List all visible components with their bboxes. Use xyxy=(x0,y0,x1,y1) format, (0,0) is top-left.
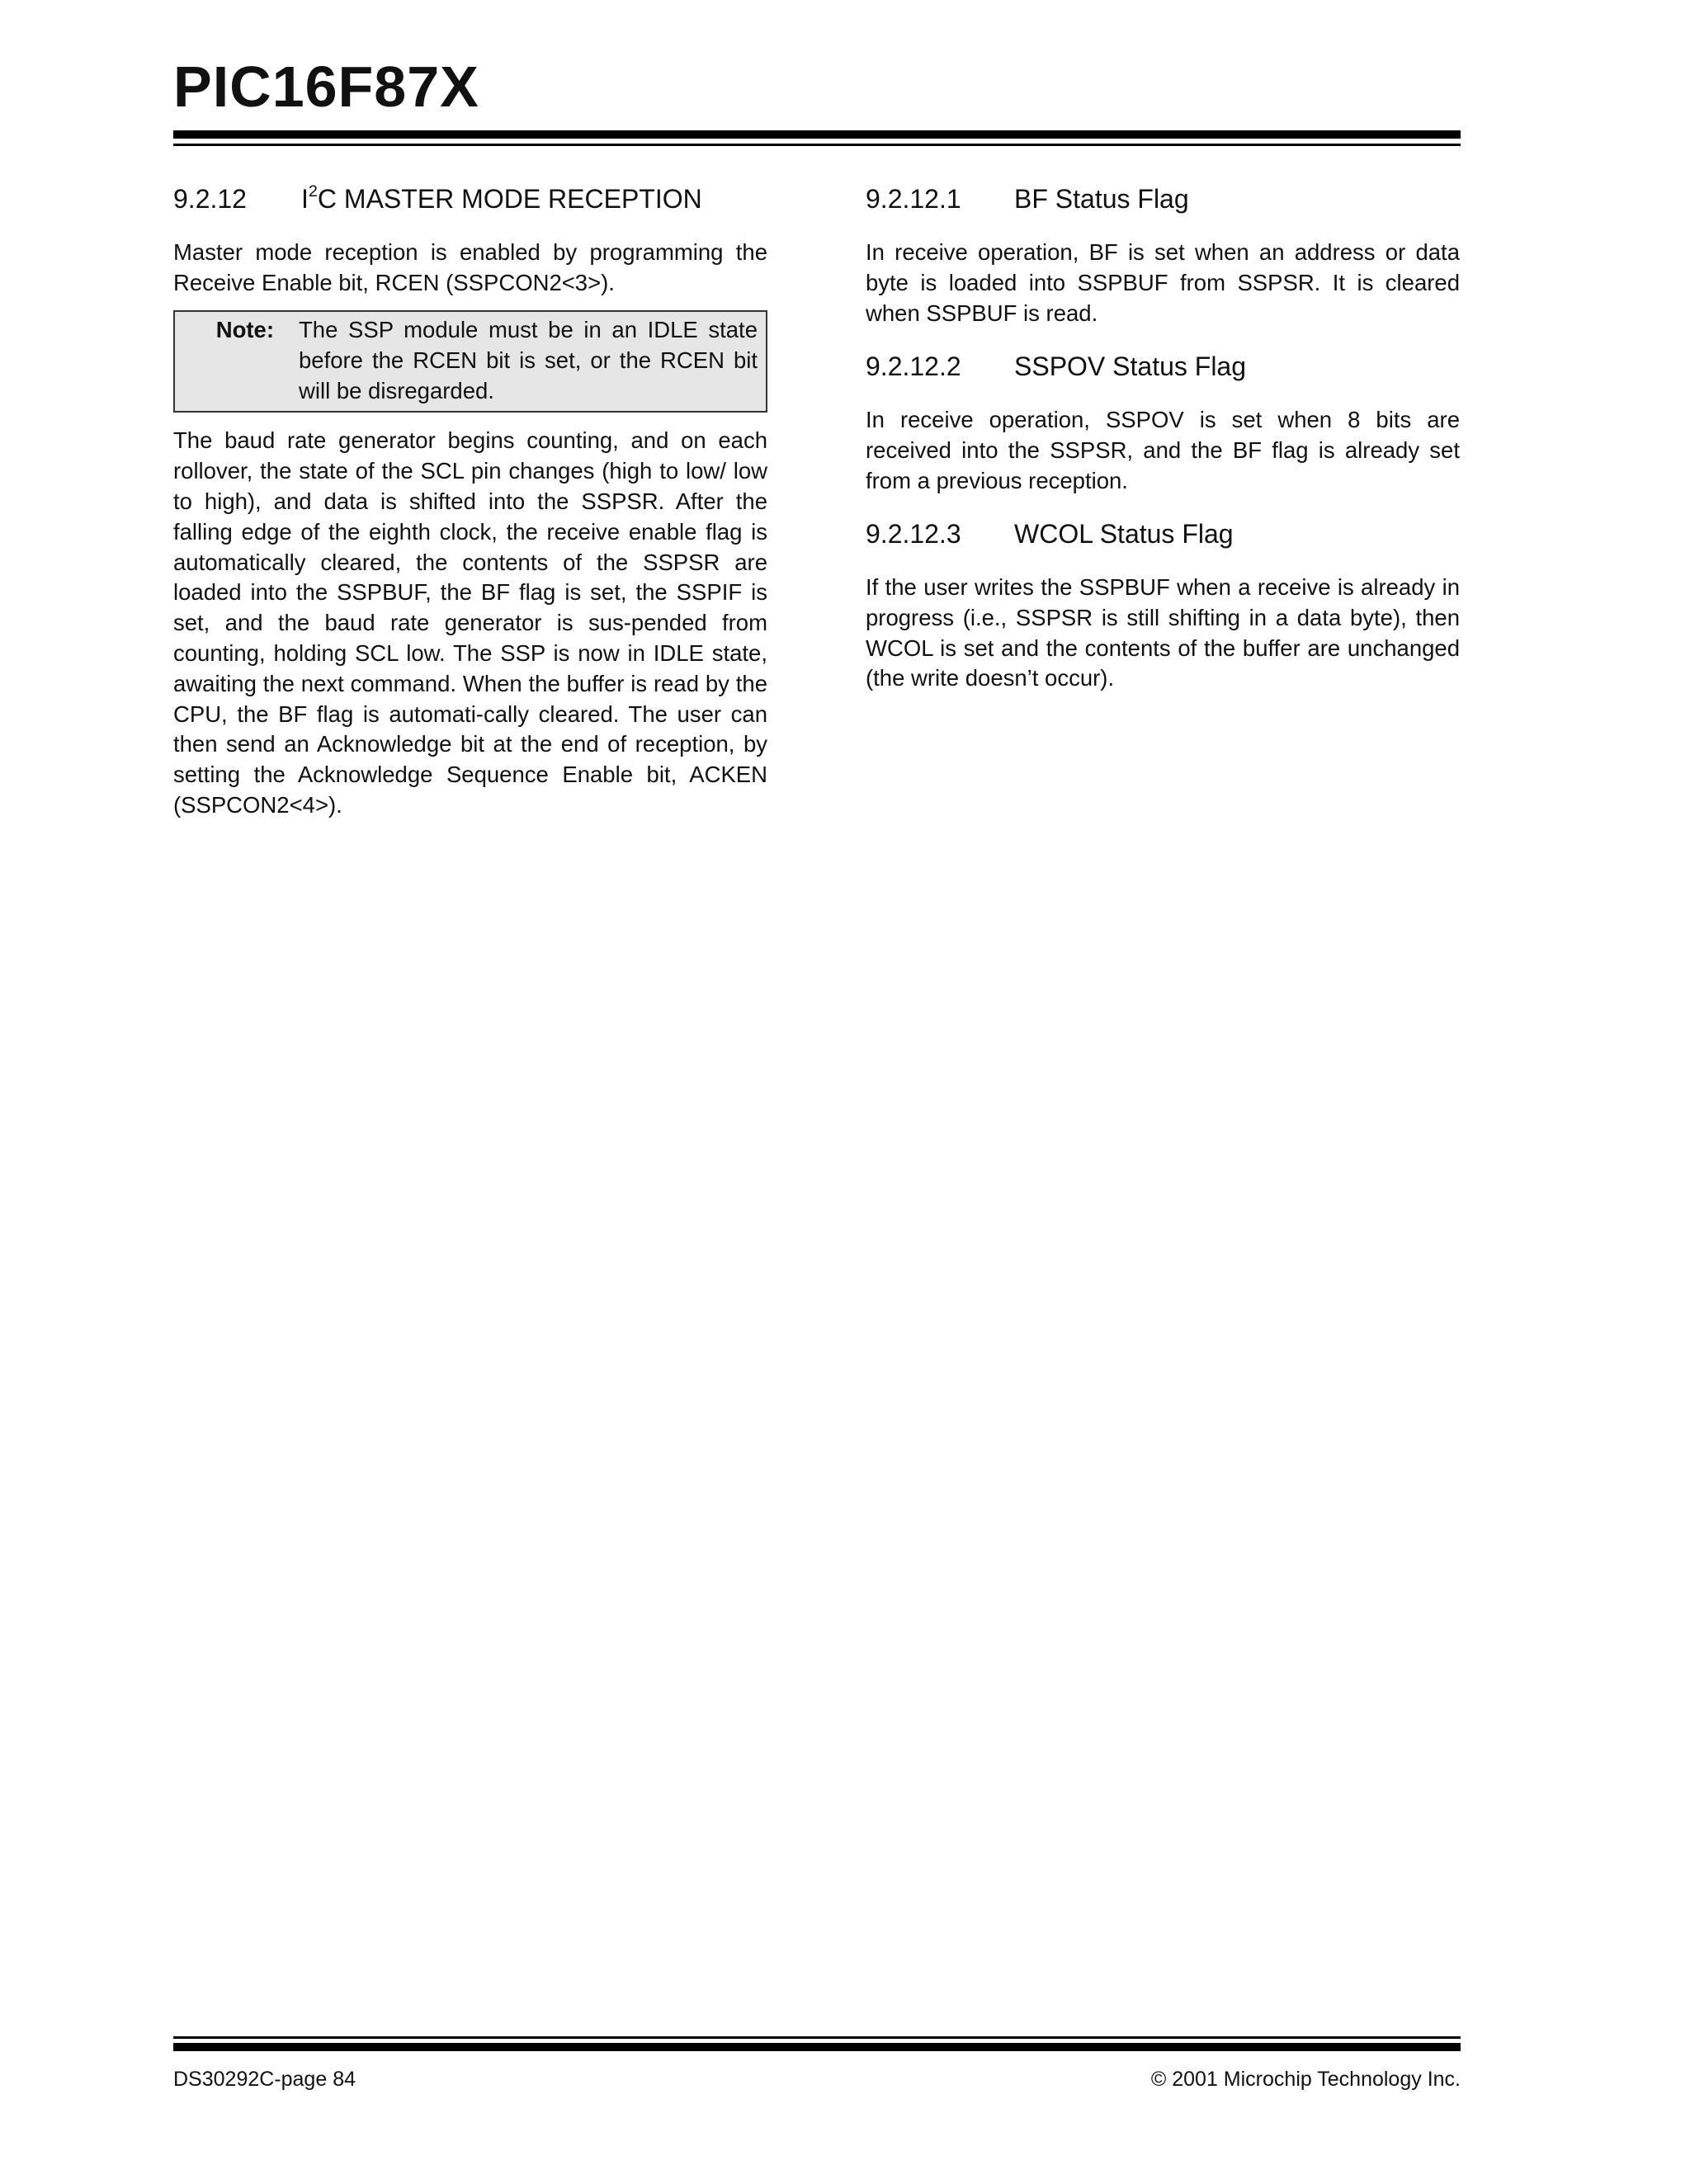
subsection-title: SSPOV Status Flag xyxy=(1014,351,1247,381)
note-box xyxy=(173,310,767,413)
body-paragraph: The baud rate generator begins counting, and on each rollover, the state of the SCL pin changes (high to low/ low to high), and data is shifted into the SSPSR. After the falling edge of the eighth clock, the receive enable flag is automatically cleared, the contents of the SSPSR are loaded into the SSPBUF, the BF flag is set, the SSPIF is set, and the baud rate generator is sus-pended from counting, holding SCL low. The SSP is now in IDLE state, awaiting the next command. When the buffer is read by the CPU, the BF flag is automati-cally cleared. The user can then send an Acknowledge bit at the end of reception, by setting the Acknowledge Sequence Enable bit, ACKEN (SSPCON2<4>). xyxy=(173,427,767,818)
intro-paragraph: Master mode reception is enabled by programming the Receive Enable bit, RCEN (SSPCON2<3>). xyxy=(173,239,767,296)
subsection-number: 9.2.12.3 xyxy=(866,518,961,549)
section-title: $I^2C$ MASTER MODE RECEPTION xyxy=(301,182,702,214)
subsection-wcol xyxy=(866,518,1460,695)
subsection-number: 9.2.12.1 xyxy=(866,184,961,214)
section-number: 9.2.12 xyxy=(173,184,247,214)
subsection-sspov xyxy=(866,351,1460,497)
page-header-title: PIC16F87X xyxy=(173,54,479,119)
right-column xyxy=(866,183,1460,715)
note-label: Note: xyxy=(215,316,274,342)
subsection-text: In receive operation, BF is set when an address or data byte is loaded into SSPBUF from SSPSR. It is cleared when SSPBUF is read. xyxy=(866,239,1460,326)
footer-rule-thin xyxy=(173,2036,1461,2039)
left-column xyxy=(173,183,767,821)
footer-rule-thick xyxy=(173,2043,1461,2051)
header-rule-thin xyxy=(173,144,1461,146)
subsection-title: WCOL Status Flag xyxy=(1014,518,1234,549)
subsection-heading xyxy=(866,183,1460,215)
subsection-bf xyxy=(866,183,1460,329)
subsection-text: In receive operation, SSPOV is set when 8 bits are received into the SSPSR, and the BF flag is already set from a previous reception. xyxy=(866,407,1460,493)
subsection-text: If the user writes the SSPBUF when a receive is already in progress (i.e., SSPSR is still shifting in a data byte), then WCOL is set and the contents of the buffer are unchanged (the write doesn’t occur). xyxy=(866,573,1460,691)
note-text: The SSP module must be in an IDLE state before the RCEN bit is set, or the RCEN bit will be disregarded. xyxy=(299,316,758,403)
subsection-title: BF Status Flag xyxy=(1014,184,1189,214)
footer-copyright: © 2001 Microchip Technology Inc. xyxy=(1150,2068,1461,2091)
subsection-heading xyxy=(866,518,1460,550)
subsection-heading xyxy=(866,351,1460,382)
section-heading xyxy=(173,183,767,215)
footer-page-label: DS30292C-page 84 xyxy=(173,2068,356,2091)
header-rule-thick xyxy=(173,130,1461,139)
subsection-number: 9.2.12.2 xyxy=(866,351,961,381)
